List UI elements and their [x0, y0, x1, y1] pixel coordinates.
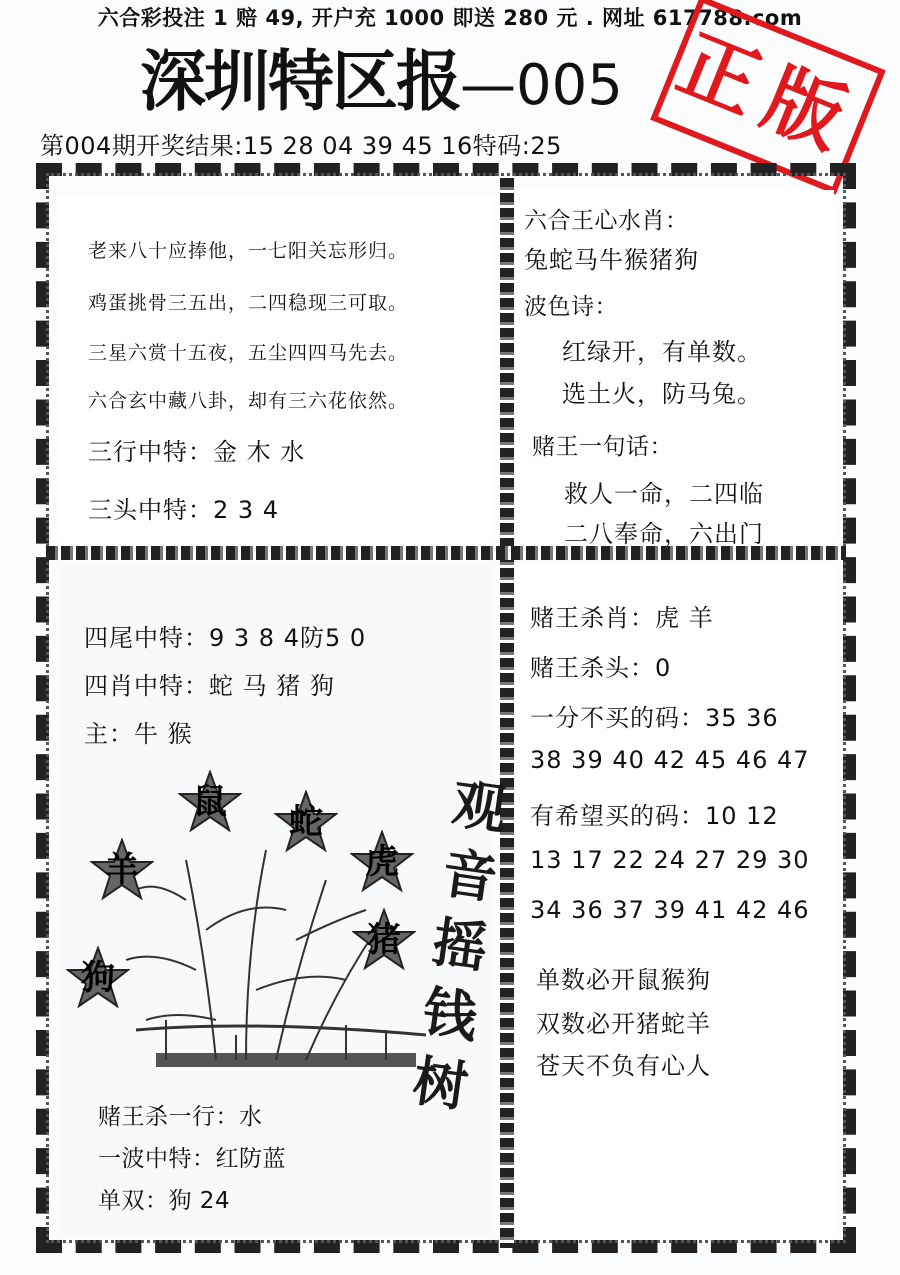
no-buy-numbers: 38 39 40 42 45 46 47 [530, 746, 810, 774]
saying-line: 单数必开鼠猴狗 [536, 966, 711, 994]
odd-even-line: 单双：狗 24 [98, 1188, 231, 1214]
authentic-stamp: 正版 [650, 0, 886, 195]
calligraphy-char: 树 [409, 1048, 472, 1120]
no-buy-label: 一分不买的码：35 36 [530, 704, 779, 732]
main-zodiacs-line: 主：牛 猴 [84, 720, 193, 748]
star-pig [352, 908, 416, 972]
saying-line: 苍天不负有心人 [536, 1052, 711, 1080]
star-label: 虎 [365, 842, 399, 882]
ad-banner: 六合彩投注 1 赔 49, 开户充 1000 即送 280 元 . 网址 617788.com [97, 6, 803, 30]
king-saying-label: 赌王一句话： [532, 434, 673, 460]
calligraphy-char: 摇 [428, 909, 492, 981]
kill-element-line: 赌王杀一行：水 [98, 1104, 263, 1130]
star-label: 狗 [81, 958, 115, 998]
star-snake [274, 790, 338, 854]
vertical-divider [500, 178, 514, 1248]
three-heads-line: 三头中特：2 3 4 [88, 496, 280, 524]
color-poem-line: 红绿开，有单数。 [562, 338, 762, 366]
king-saying-line: 二八奉命，六出门 [564, 520, 764, 548]
poem-line: 六合玄中藏八卦，却有三六花依然。 [88, 390, 409, 412]
star-dog [66, 946, 130, 1010]
color-poem-line: 选土火，防马兔。 [562, 380, 762, 408]
calligraphy-char: 音 [438, 840, 501, 912]
poem-line: 鸡蛋挑骨三五出，二四稳现三可取。 [88, 292, 409, 314]
title-text: 深圳特区报 [140, 42, 460, 120]
heart-label: 六合王心水肖： [524, 208, 689, 234]
hope-numbers: 34 36 37 39 41 42 46 [530, 896, 810, 924]
star-tiger [350, 830, 414, 894]
star-goat [90, 838, 154, 902]
star-label: 羊 [105, 850, 139, 890]
three-elements-line: 三行中特：金 木 水 [88, 438, 306, 466]
calligraphy-char: 钱 [419, 978, 482, 1050]
poem-line: 老来八十应捧他，一七阳关忘形归。 [88, 240, 409, 262]
hope-numbers: 13 17 22 24 27 29 30 [530, 846, 810, 874]
kill-zodiac-line: 赌王杀肖：虎 羊 [530, 604, 714, 632]
kill-head-line: 赌王杀头：0 [530, 654, 672, 682]
calligraphy-char: 观 [448, 770, 511, 842]
king-saying-line: 救人一命，二四临 [564, 480, 764, 508]
star-label: 鼠 [193, 782, 227, 822]
star-rat [178, 770, 242, 834]
newspaper-title [140, 28, 623, 123]
heart-zodiacs: 兔蛇马牛猴猪狗 [524, 246, 699, 274]
star-label: 蛇 [289, 802, 323, 842]
poem-line: 三星六赏十五夜，五尘四四马先去。 [88, 342, 409, 364]
color-poem-label: 波色诗： [524, 294, 618, 320]
hope-label: 有希望买的码：10 12 [530, 802, 779, 830]
previous-results: 第004期开奖结果:15 28 04 39 45 16特码:25 [40, 132, 562, 160]
four-zodiacs-line: 四肖中特：蛇 马 猪 狗 [84, 672, 335, 700]
saying-line: 双数必开猪蛇羊 [536, 1010, 711, 1038]
star-label: 猪 [367, 920, 401, 960]
issue-number: —005 [460, 53, 623, 118]
four-tails-line: 四尾中特：9 3 8 4防5 0 [84, 624, 367, 652]
wave-line: 一波中特：红防蓝 [98, 1146, 286, 1172]
